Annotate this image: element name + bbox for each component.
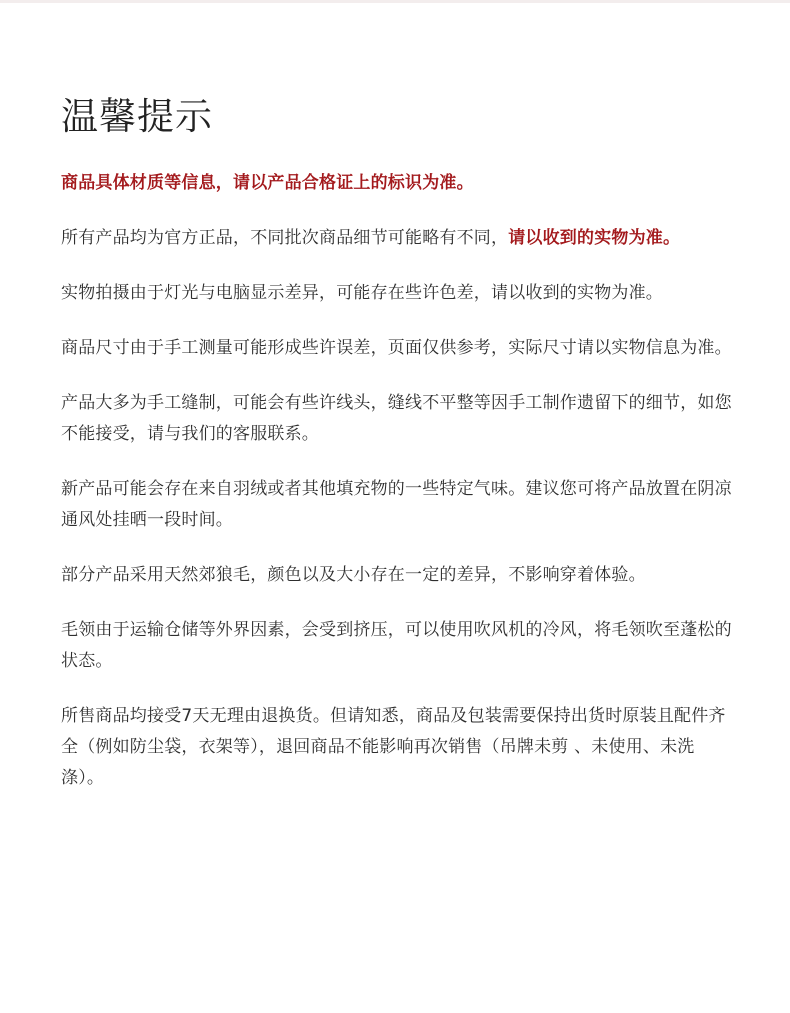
notice-paragraph-color xyxy=(61,278,733,309)
notice-section xyxy=(61,92,733,794)
paragraph-emphasis: 请以收到的实物为准。 xyxy=(508,228,681,248)
notice-paragraph-stitching xyxy=(61,388,733,450)
notice-paragraph-fur xyxy=(61,560,733,591)
paragraph-emphasis: 商品具体材质等信息，请以产品合格证上的标识为准。 xyxy=(61,173,474,193)
notice-title: 温馨提示 xyxy=(61,95,213,138)
paragraph-text: 所售商品均接受7天无理由退换货。但请知悉，商品及包装需要保持出货时原装且配件齐全（例如防尘袋，衣架等），退回商品不能影响再次销售（吊牌未剪 、未使用、未洗涤）。 xyxy=(61,706,726,788)
notice-paragraph-collar xyxy=(61,615,733,677)
paragraph-text: 产品大多为手工缝制，可能会有些许线头，缝线不平整等因手工制作遗留下的细节，如您不能接受，请与我们的客服联系。 xyxy=(61,393,732,444)
paragraph-text: 毛领由于运输仓储等外界因素，会受到挤压，可以使用吹风机的冷风，将毛领吹至蓬松的状态。 xyxy=(61,620,732,671)
paragraph-text: 部分产品采用天然郊狼毛，颜色以及大小存在一定的差异，不影响穿着体验。 xyxy=(61,565,646,585)
paragraph-text: 商品尺寸由于手工测量可能形成些许误差，页面仅供参考，实际尺寸请以实物信息为准。 xyxy=(61,338,732,358)
paragraph-text: 新产品可能会存在来自羽绒或者其他填充物的一些特定气味。建议您可将产品放置在阴凉通风处挂晒一段时间。 xyxy=(61,479,732,530)
notice-paragraph-returns xyxy=(61,701,733,794)
top-divider xyxy=(0,0,790,3)
paragraph-text: 所有产品均为官方正品，不同批次商品细节可能略有不同， xyxy=(61,228,509,248)
notice-paragraph-size xyxy=(61,333,733,364)
notice-paragraph-material xyxy=(61,168,733,199)
notice-paragraph-authenticity xyxy=(61,223,733,254)
paragraph-text: 实物拍摄由于灯光与电脑显示差异，可能存在些许色差，请以收到的实物为准。 xyxy=(61,283,663,303)
notice-paragraph-odor xyxy=(61,474,733,536)
